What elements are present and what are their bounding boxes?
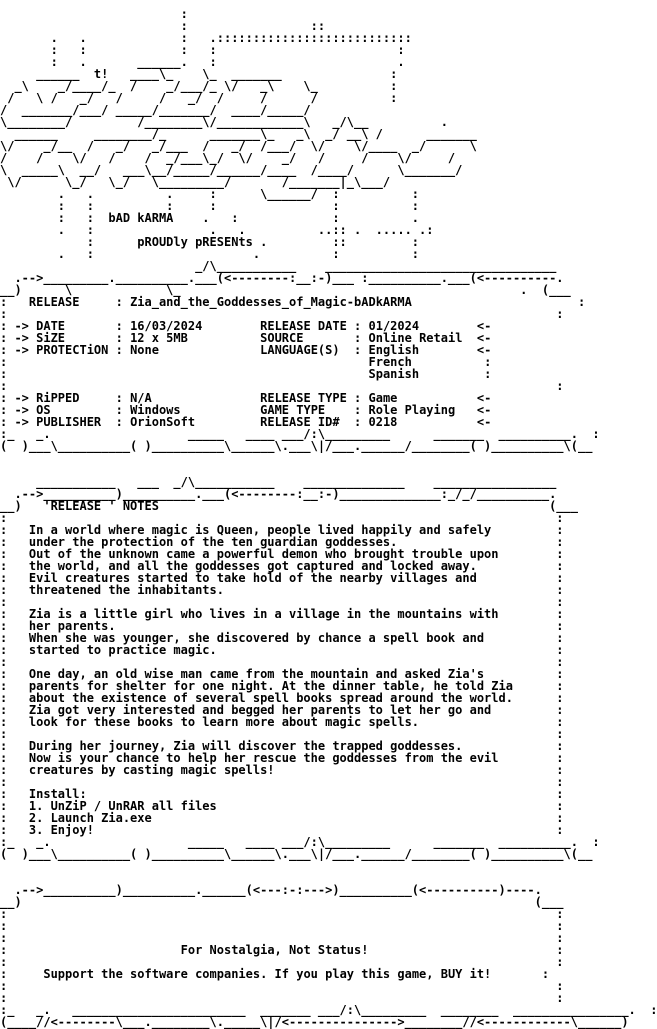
field-value: 01/2024 [368,319,477,333]
notes-text-line: : One day, an old wise man came from the mountain and asked Zia's : [0,667,564,681]
notes-text-line: : When she was younger, she discovered by chance a spell book and : [0,631,564,645]
logo-art-line: . . : .::::::::::::::::::::::::::: [0,31,412,45]
notes-text-line: : Now is your chance to help her rescue the goddesses from the evil : [0,751,564,765]
logo-art-line: : pROUDly pRESENts . :: : [0,235,420,249]
logo-art-line: \________/ /________\/____________\ _/\__ . [0,115,448,129]
notes-text-line: : creatures by casting magic spells! : [0,763,564,777]
border-line: .-->__________)__________.___(<--------:__:-)______________:_/_/__________. [0,487,557,501]
field-label: -> DATE [14,319,116,333]
release-title-value: Zia_and_the_Goddesses_of_Magic-bADkARMA [130,295,412,309]
release-notes-body: : In a world where magic is Queen, people lived happily and safely : : under the protection of the ten guardian goddesses. : : Out of the unknown came a powerful demon who brought trouble upon : : the world, and all the goddesses got captured and locked away. : : Evil creatures started to take hold of the nearby villages and : : threatened the inhabitants. : : : : Zia is a little girl who lives in a village in the mountains with : : her parents. : : When she was younger, she discovered by chance a spell book and : : started to practice magic. : : : : One day, an old wise man came from the mountain and asked Zia's : : parents for shelter for one night. At the dinner table, he told Zia : : about the existence of several spell books spread around the world. : : Zia got very interested and begged her parents to let her go and : : look for these books to learn more about magic spells. : : : : During her journey, Zia will discover the trapped goddesses. : : Now is your chance to help her rescue the goddesses from the evil : : creatures by casting magic spells! : : : : Install: : : 1. UnZiP / UnRAR all files : : 2. Launch Zia.exe : : 3. Enjoy! : [0,524,624,836]
logo-art-line: . : . : : [0,247,420,261]
field-label: RELEASE DATE [260,319,355,333]
border-line: :_ _. ________________________ _______ ___/:\_________ ________ ________________. : [0,1003,657,1017]
footer-box-top-border [0,884,624,908]
logo-art-line: . . . : \______/ : : [0,187,420,201]
field-label: -> RiPPED [14,391,116,405]
release-field-row: : Spanish : [0,367,492,381]
slogan-row: : For Nostalgia, Not Status! : [0,943,564,957]
release-field-row: : French : [0,355,492,369]
release-box-bottom-border [0,428,624,452]
notes-text-line: : 2. Launch Zia.exe : [0,811,564,825]
notes-text-line: : Zia got very interested and begged her parents to let her go and : [0,703,564,717]
border-line: __) (___ [0,895,564,909]
logo-art-line: : : : : : : [0,199,420,213]
border-line: .-->_________.__________.___(<--------:__:-)___ :__________.___(<----------. [0,271,564,285]
field-label: RELEASE ID# [260,415,355,429]
border-line: __) 'RELEASE ' NOTES (___ [0,499,578,513]
notes-text-line: : about the existence of several spell books spread around the world. : [0,691,564,705]
logo-art [0,8,624,260]
border-line: ___________ ___ _/\___________ ______________ _________________ [0,475,557,489]
field-label: RELEASE TYPE [260,391,355,405]
field-value: English [368,343,477,357]
field-value: 12 x 5MB [130,331,232,345]
notes-text-line: : 3. Enjoy! : [0,823,564,837]
field-value: N/A [130,391,232,405]
field-value: Game [368,391,477,405]
release-field-row: : -> RiPPED : N/A RELEASE TYPE : Game <- [0,391,492,405]
field-value: 0218 [368,415,477,429]
release-title-row: : RELEASE : Zia_and_the_Goddesses_of_Magic-bADkARMA : [0,295,586,309]
logo-art-line: \/ \_/ \_/ \_________/ /_______|_\___/ [0,175,391,189]
notes-text-line: : her parents. : [0,619,564,633]
support-row: : Support the software companies. If you play this game, BUY it! : [0,967,550,981]
field-label: -> PROTECTiON [14,343,116,357]
border-line: ( )___\__________( )__________\______\.___\|/___.______/________( )__________\(__ [0,439,593,453]
notes-text-line: : In a world where magic is Queen, people lived happily and safely : [0,523,564,537]
notes-text-line: : the world, and all the goddesses got captured and locked away. : [0,559,564,573]
notes-text-line: : threatened the inhabitants. : [0,583,564,597]
footer-support-text: Support the software companies. If you play this game, BUY it! [43,967,492,981]
logo-art-line: \/ _/__ / _/ _/___ / _/ /___/ \/ \/____ _/ \ [0,139,477,153]
field-value: Spanish [368,367,477,381]
release-spacer: : : [0,307,564,321]
notes-text-line: : started to practice magic. : [0,643,564,657]
logo-art-line: / \ / _/ / / _/ / / / : [0,91,398,105]
logo-art-line: : [0,7,188,21]
logo-art-line: ______ ________/_ _______\_ _\ _/ __\ / _______ [0,127,477,141]
notes-text-line: : Install: : [0,787,564,801]
notes-text-line: : During her journey, Zia will discover the trapped goddesses. : [0,739,564,753]
logo-art-line: : : : : : [0,43,405,57]
notes-text-line: : under the protection of the ten guardian goddesses. : [0,535,564,549]
border-line: _/\___________ ________________________________ [0,259,557,273]
border-line: .-->__________)__________.______(<---:-:--->)__________(<----------)----. [0,883,542,897]
field-label: GAME TYPE [260,403,355,417]
border-line: :_ _. _____ ____ ___/:\_________ _______ __________. : [0,427,600,441]
notes-text-line: : 1. UnZiP / UnRAR all files : [0,799,564,813]
release-field-row: : -> PROTECTiON : None LANGUAGE(S) : English <- [0,343,492,357]
field-label: LANGUAGE(S) [260,343,355,357]
notes-spacer: : : [0,511,564,525]
release-field-row: : -> PUBLISHER : OrionSoft RELEASE ID# : 0218 <- [0,415,492,429]
notes-text-line: : look for these books to learn more about magic spells. : [0,715,564,729]
logo-art-line: : : bAD kARMA . : : . [0,211,420,225]
footer-slogan: For Nostalgia, Not Status! [180,943,369,957]
logo-art-line: _\ _/____/_ / _/___/_ \/ _\ \_ : [0,79,398,93]
logo-art-line: ______ t! ____\_ \_ _______ : [0,67,398,81]
field-value: Role Playing [368,403,477,417]
notes-box-bottom-border [0,836,624,860]
field-label: -> SiZE [14,331,116,345]
logo-art-line: : :: [0,19,326,33]
release-field-row: : -> SiZE : 12 x 5MB SOURCE : Online Retail <- [0,331,492,345]
release-box-top-border [0,260,624,296]
border-line: ( )___\__________( )__________\______\.___\|/___.______/________( )__________\(__ [0,847,593,861]
footer-box-bottom-border [0,1003,657,1029]
notes-text-line: : Evil creatures started to take hold of the nearby villages and : [0,571,564,585]
logo-art-line: \ _____\ __/ ___\__/_____/______/____ /____/ \_______/ [0,163,463,177]
release-title-label: RELEASE [28,295,80,309]
field-value: None [130,343,232,357]
release-fields: : -> DATE : 16/03/2024 RELEASE DATE : 01/2024 <- : -> SiZE : 12 x 5MB SOURCE : Online Retail <- : -> PROTECTiON : None LANGUAGE(S) : English <- : French : : Spanish : : : : -> RiPPED : N/A RELEASE TYPE : Game <- : -> OS : Windows GAME TYPE : Role Playing <- : -> PUBLISHER : OrionSoft RELEASE ID# : 0218 <- [0,320,624,428]
field-label: SOURCE [260,331,355,345]
release-field-row: : -> OS : Windows GAME TYPE : Role Playing <- [0,403,492,417]
border-line: :_ _. _____ ____ ___/:\_________ _______ __________. : [0,835,600,849]
field-value: French [368,355,477,369]
field-label: -> OS [14,403,116,417]
notes-box-top-border [0,476,624,512]
logo-art-line: / _______/___/ _____/_______/ ____/_____/ [0,103,311,117]
notes-text-line: : parents for shelter for one night. At the dinner table, he told Zia : [0,679,564,693]
release-field-row: : -> DATE : 16/03/2024 RELEASE DATE : 01/2024 <- [0,319,492,333]
field-value: Online Retail [368,331,477,345]
border-line: __) \ \_ . (___ [0,283,571,297]
field-value: Windows [130,403,232,417]
notes-text-line: : Out of the unknown came a powerful demon who brought trouble upon : [0,547,564,561]
field-value: OrionSoft [130,415,232,429]
logo-art-line: : . ______. : . [0,55,405,69]
field-label: -> PUBLISHER [14,415,116,429]
logo-art-line: . : . . ..:: . ..... .: [0,223,434,237]
notes-text-line: : Zia is a little girl who lives in a village in the mountains with : [0,607,564,621]
logo-art-line: / / \/ / / _/___\_/ \/ _/ / / \/ / [0,151,456,165]
nfo-document: : : :: . . : .::::::::::::::::::::::::::: : : : : : : . ______. : . ______ t! ____\_ \_ _______ : _\ _/____/_ / _/___/_ \/ _\ \_ : / \ / _/ / / _/ / / / : / _______/___/ _____/_______/ ____/_____/ \________/ /________\/____________\ _/\__ . ______ ________/_ _______\_ _\ _/ __\ / _______ \/ _/__ / _/ _/___ / _/ /___/ \/ \/____ _/ \ / / \/ / / _/___\_/ \/ _/ / / \/ / \ _____\ __/ ___\__/_____/______/____ /____/ \_______/ \/ \_/ \_/ \_________/ /_______|_\___/ . . . : \______/ : : : : : : : : : : bAD kARMA . : : . . : . . ..:: . ..... .: : pROUDly pRESENts . :: : . : . : : _/\___________ ________________________________ .-->_________.__________.___(<--------:__:-)___ :__________.___(<----------. __) \ \_ . (___ : RELEASE : Zia_and_the_Goddesses_of_Magic-bADkARMA : : : : -> DATE : 16/03/2024 RELEASE DATE : 01/2024 <- : -> SiZE : 12 x 5MB SOURCE : Online Retail <- : -> PROTECTiON : None LANGUAGE(S) : English <- : French : : Spanish : : : : -> RiPPED : N/A RELEASE TYPE : Game <- : -> OS : Windows GAME TYPE : Role Playing <- : -> PUBLISHER : OrionSoft RELEASE ID# : 0218 <- :_ _. _____ ____ ___/:\_________ _______ __________. : ( )___\__________( )__________\______\.___\|/___.______/________( )__________\(__ ___________ ___ _/\___________ ______________ _________________ .-->__________)__________.___(<--------:__:-)______________:_/_/__________. __) 'RELEASE ' NOTES (___ : : : In a world where magic is Queen, people lived happily and safely : : under the protection of the ten guardian goddesses. : : Out of the unknown came a powerful demon who brought trouble upon : : the world, and all the goddesses got captured and locked away. : : Evil creatures started to take hold of the nearby villages and : : threatened the inhabitants. : : : : Zia is a little girl who lives in a village in the mountains with : : her parents. : : When she was younger, she discovered by chance a spell book and : : started to practice magic. : : : : One day, an old wise man came from the mountain and asked Zia's : : parents for shelter for one night. At the dinner table, he told Zia : : about the existence of several spell books spread around the world. : : Zia got very interested and begged her parents to let her go and : : look for these books to learn more about magic spells. : : : : During her journey, Zia will discover the trapped goddesses. : : Now is your chance to help her rescue the goddesses from the evil : : creatures by casting magic spells! : : : : Install: : : 1. UnZiP / UnRAR all files : : 2. Launch Zia.exe : : 3. Enjoy! : :_ _. _____ ____ ___/:\_________ _______ __________. : ( )___\__________( )__________\______\.___\|/___.______/________( )__________\(__ .-->__________)__________.______(<---:-:--->)__________(<----------)----. __) (___ : : : : : : : For Nostalgia, Not Status! : : : : Support the software companies. If you play this game, BUY it! : : : : : :_ _. ________________________ _______ ___/:\_________ ________ ________________. : (____//<--------\___.________\._____\|/<--------------->________//<------------\______) [0,7,657,1029]
field-value: 16/03/2024 [130,319,232,333]
border-line: (____//<--------\___.________\._____\|/<--------------->________//<------------\______) [0,1015,629,1029]
